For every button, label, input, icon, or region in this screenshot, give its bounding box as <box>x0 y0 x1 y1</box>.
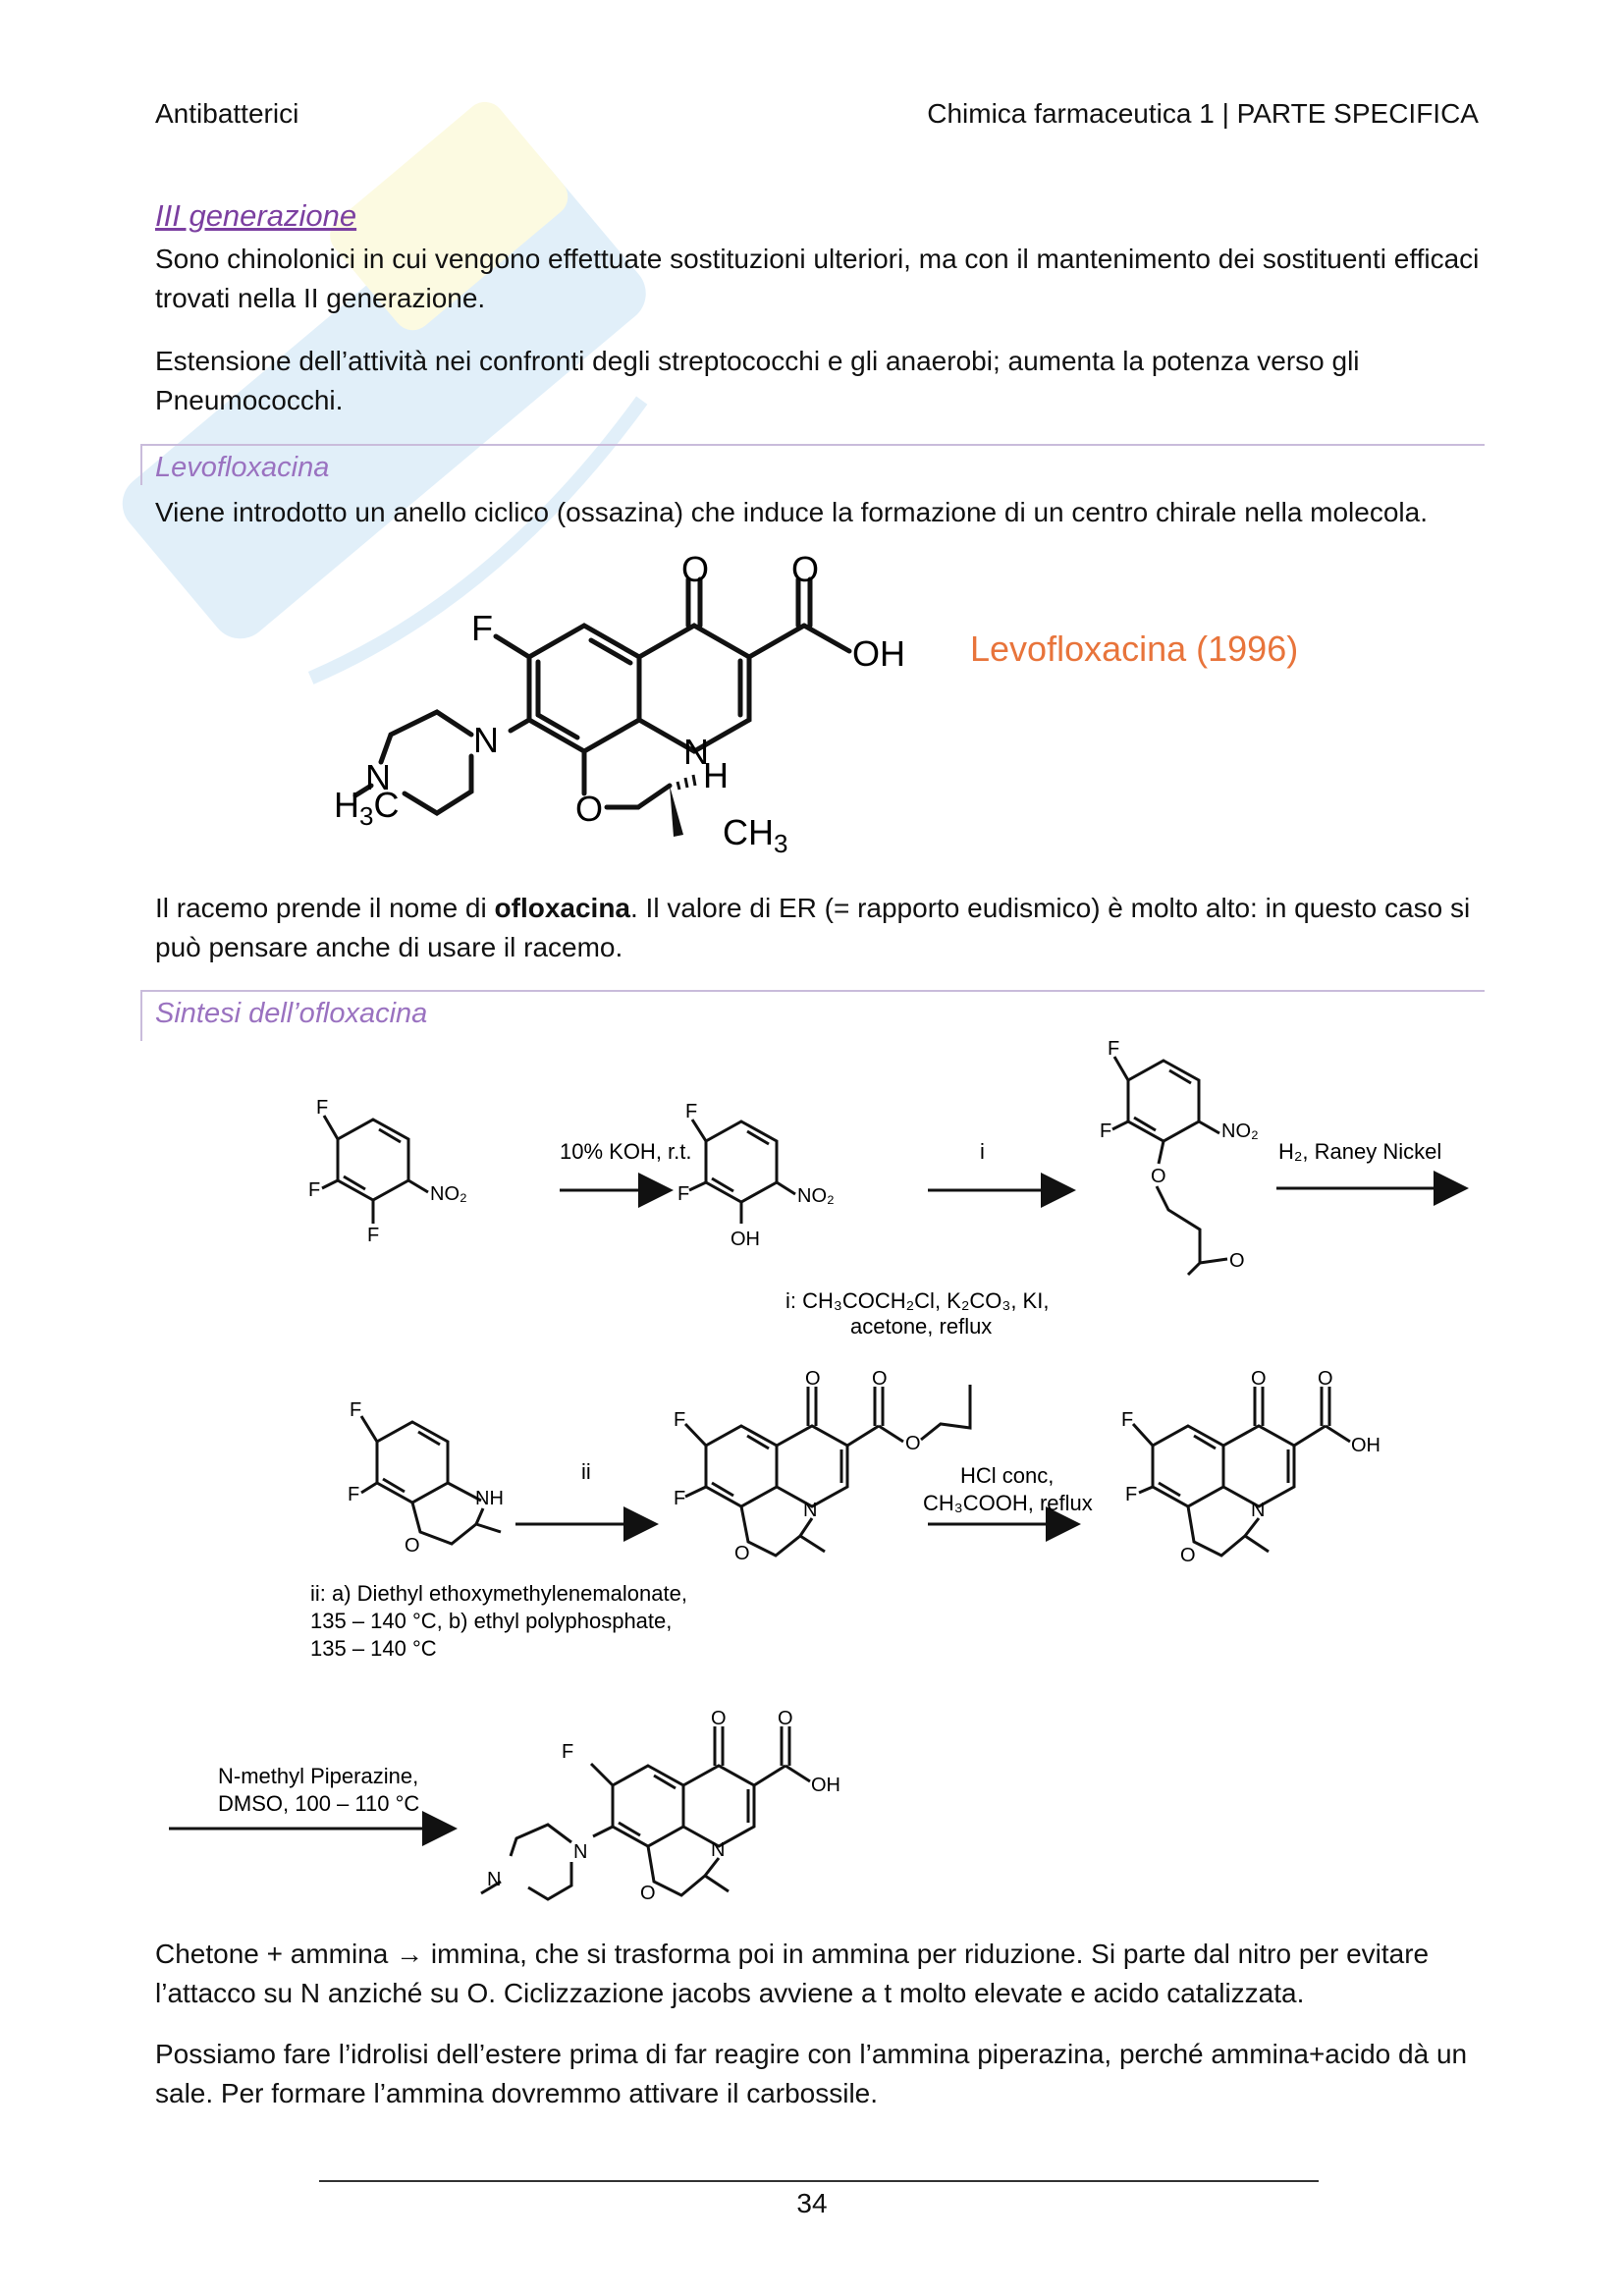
paragraph-third-generation: Sono chinolonici in cui vengono effettuate sostituzioni ulteriori, ma con il mantenimento dei sostituenti efficaci trovati nella II generazione. <box>155 244 1480 313</box>
reagent-raney-nickel: H₂, Raney Nickel <box>1278 1139 1442 1164</box>
section-heading-synthesis: Sintesi dell’ofloxacina <box>155 998 428 1029</box>
atom-ketone-oxygen: O <box>681 550 710 589</box>
label-no2: NO₂ <box>797 1185 835 1207</box>
section-heading-third-generation: III generazione <box>155 198 357 233</box>
label-o: O <box>805 1368 821 1390</box>
label-o: O <box>1229 1250 1245 1272</box>
label-no2: NO₂ <box>1221 1121 1259 1142</box>
conditions-i-line1: i: CH₃COCH₂Cl, K₂CO₃, KI, <box>785 1288 1050 1313</box>
label-oh: OH <box>1351 1435 1380 1456</box>
label-n: N <box>573 1841 588 1863</box>
label-f: F <box>350 1399 362 1421</box>
label-f: F <box>1100 1121 1112 1142</box>
label-o: O <box>778 1708 793 1729</box>
label-no2: NO₂ <box>430 1183 467 1205</box>
label-f: F <box>674 1488 686 1509</box>
atom-hydroxyl: OH <box>852 633 905 674</box>
group-n-methyl: $H_3C$ <box>334 785 400 831</box>
paragraph-ofloxacin: Il racemo prende il nome di ofloxacina. Il valore di ER (= rapporto eudismico) è molto alto: in questo caso si può pensare anche di usare il racemo. <box>155 893 1471 962</box>
label-f: F <box>677 1183 690 1205</box>
term-ofloxacin: ofloxacina <box>494 893 630 923</box>
conditions-i-line2: acetone, reflux <box>850 1314 993 1339</box>
section-heading-levofloxacin: Levofloxacina <box>155 452 330 483</box>
label-o: O <box>1180 1545 1196 1566</box>
label-f: F <box>674 1409 686 1431</box>
reagent-dmso: DMSO, 100 – 110 °C <box>218 1791 420 1816</box>
label-f: F <box>367 1225 380 1246</box>
label-f: F <box>562 1741 574 1763</box>
conditions-ii-line1: ii: a) Diethyl ethoxymethylenemalonate, <box>310 1581 687 1606</box>
atom-piperazine-nitrogen: N <box>473 720 499 760</box>
label-f: F <box>1125 1484 1138 1505</box>
label-f: F <box>308 1179 321 1201</box>
atom-quinolone-nitrogen: N <box>683 732 709 772</box>
label-o: O <box>1318 1368 1333 1390</box>
label-o: O <box>405 1535 420 1557</box>
label-o: O <box>905 1433 921 1454</box>
label-o: O <box>640 1883 656 1904</box>
header-left: Antibatterici <box>155 98 299 129</box>
reagent-hcl: HCl conc, <box>960 1463 1055 1488</box>
conditions-ii-line3: 135 – 140 °C <box>310 1636 437 1661</box>
atom-fluorine: F <box>471 608 493 648</box>
reagent-i: i <box>980 1139 985 1164</box>
atom-oxazine-oxygen: O <box>575 789 604 829</box>
label-f: F <box>316 1097 329 1119</box>
label-f: F <box>1121 1409 1134 1431</box>
header-right: Chimica farmaceutica 1 | PARTE SPECIFICA <box>927 98 1479 129</box>
label-f: F <box>348 1484 360 1505</box>
footer-rule <box>319 2180 1319 2182</box>
label-o: O <box>1251 1368 1267 1390</box>
paragraph-oxazine: Viene introdotto un anello ciclico (ossazina) che induce la formazione di un centro chirale nella molecola. <box>155 497 1428 527</box>
label-o: O <box>711 1708 727 1729</box>
label-oh: OH <box>731 1229 760 1250</box>
reagent-koh: 10% KOH, r.t. <box>560 1139 692 1164</box>
page-number: 34 <box>796 2188 828 2218</box>
label-nh: NH <box>475 1488 504 1509</box>
reagent-acetic-acid: CH₃COOH, reflux <box>923 1491 1093 1515</box>
label-o: O <box>872 1368 888 1390</box>
paragraph-activity: Estensione dell’attività nei confronti degli streptococchi e gli anaerobi; aumenta la potenza verso gli Pneumococchi. <box>155 346 1360 415</box>
atom-carboxyl-oxygen: O <box>791 550 820 589</box>
label-o: O <box>1151 1166 1166 1187</box>
paragraph-mechanism: Chetone + ammina → immina, che si trasforma poi in ammina per riduzione. Si parte dal nitro per evitare l’attacco su N anziché su O. Ciclizzazione jacobs avviene a t molto elevate e acido catalizzata. <box>155 1939 1430 2008</box>
label-n: N <box>1251 1500 1266 1521</box>
label-n: N <box>711 1839 726 1861</box>
label-f: F <box>1108 1038 1120 1060</box>
paragraph-hydrolysis: Possiamo fare l’idrolisi dell’estere prima di far reagire con l’ammina piperazina, perché ammina+acido dà un sale. Per formare l’ammina dovremmo attivare il carbossile. <box>155 2039 1468 2108</box>
reagent-n-methylpiperazine: N-methyl Piperazine, <box>218 1764 419 1788</box>
label-n: N <box>487 1869 502 1890</box>
label-f: F <box>685 1101 698 1122</box>
label-oh: OH <box>811 1775 840 1796</box>
levofloxacin-structure <box>314 550 923 864</box>
section-rule-levofloxacin <box>140 444 1485 485</box>
group-methyl: $CH_3$ <box>723 812 788 858</box>
conditions-ii-line2: 135 – 140 °C, b) ethyl polyphosphate, <box>310 1609 673 1633</box>
label-n: N <box>803 1500 818 1521</box>
ofloxacin-synthesis-scheme <box>147 1031 1492 1935</box>
atom-chiral-hydrogen: H <box>703 755 729 795</box>
label-o: O <box>734 1543 750 1564</box>
levofloxacin-figure-label: Levofloxacina (1996) <box>970 629 1299 669</box>
atom-methyl-nitrogen: N <box>365 757 391 797</box>
reagent-ii: ii <box>581 1459 591 1484</box>
